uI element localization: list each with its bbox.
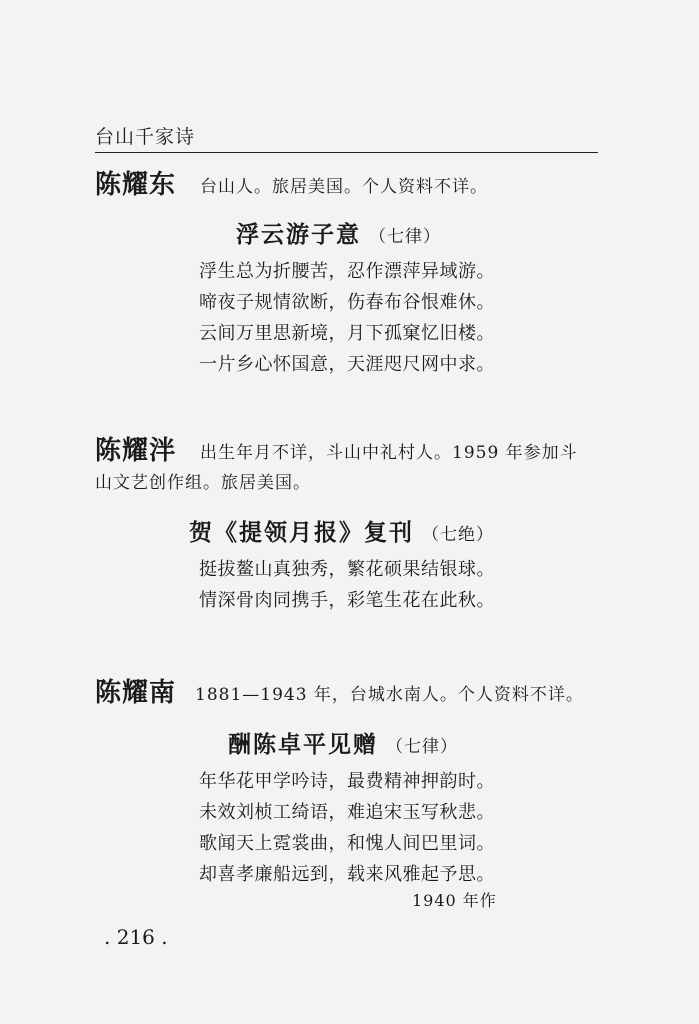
author-name: 陈耀东 [95, 170, 177, 200]
poem-form: （七绝） [422, 525, 494, 545]
author-name: 陈耀南 [95, 678, 177, 708]
poem-body [199, 766, 495, 890]
poem-title-text: 浮云游子意 [236, 222, 361, 248]
poem-line: 情深骨肉同携手，彩笔生花在此秋。 [199, 590, 495, 611]
poem-form: （七律） [369, 227, 441, 247]
author-entry [95, 430, 605, 493]
page-header: 台山千家诗 [95, 126, 196, 148]
author-bio: 1881—1943 年，台城水南人。个人资料不详。 [195, 685, 584, 705]
poem-line: 云间万里思新境，月下孤窠忆旧楼。 [199, 323, 495, 344]
author-line [95, 164, 605, 202]
poem-line: 挺拔鳌山真独秀，繁花硕果结银球。 [199, 559, 495, 580]
author-bio-continued: 山文艺创作组。旅居美国。 [95, 473, 311, 493]
poem-title [236, 216, 441, 249]
poem-line: 却喜孝廉船远到，载来风雅起予思。 [199, 864, 495, 885]
poem-line: 年华花甲学吟诗，最费精神押韵时。 [199, 771, 495, 792]
author-line [95, 672, 605, 710]
author-entry [95, 164, 605, 202]
author-entry [95, 672, 605, 710]
poem-form: （七律） [386, 737, 458, 757]
author-bio: 台山人。旅居美国。个人资料不详。 [200, 177, 488, 197]
poem-date-note: 1940 年作 [412, 891, 497, 910]
poem-line: 歌闻天上霓裳曲，和愧人间巴里词。 [199, 833, 495, 854]
page-number: . 216 . [104, 925, 168, 949]
header-rule [95, 152, 598, 153]
poem-line: 啼夜子规情欲断，伤春布谷恨难休。 [199, 292, 495, 313]
poem-line: 一片乡心怀国意，天涯咫尺网中求。 [199, 354, 495, 375]
poem-line: 未效刘桢工绮语，难追宋玉写秋悲。 [199, 802, 495, 823]
poem-title-text: 贺《提领月报》复刊 [189, 520, 414, 546]
poem-line: 浮生总为折腰苦，忍作漂萍异域游。 [199, 261, 495, 282]
poem-body [199, 256, 495, 380]
author-line [95, 430, 605, 468]
author-bio: 出生年月不详，斗山中礼村人。1959 年参加斗 [200, 443, 578, 463]
poem-title [189, 514, 494, 547]
poem-body [199, 554, 495, 616]
poem-title-text: 酬陈卓平见赠 [228, 732, 378, 758]
poem-title [228, 726, 458, 759]
author-name: 陈耀泮 [95, 436, 177, 466]
